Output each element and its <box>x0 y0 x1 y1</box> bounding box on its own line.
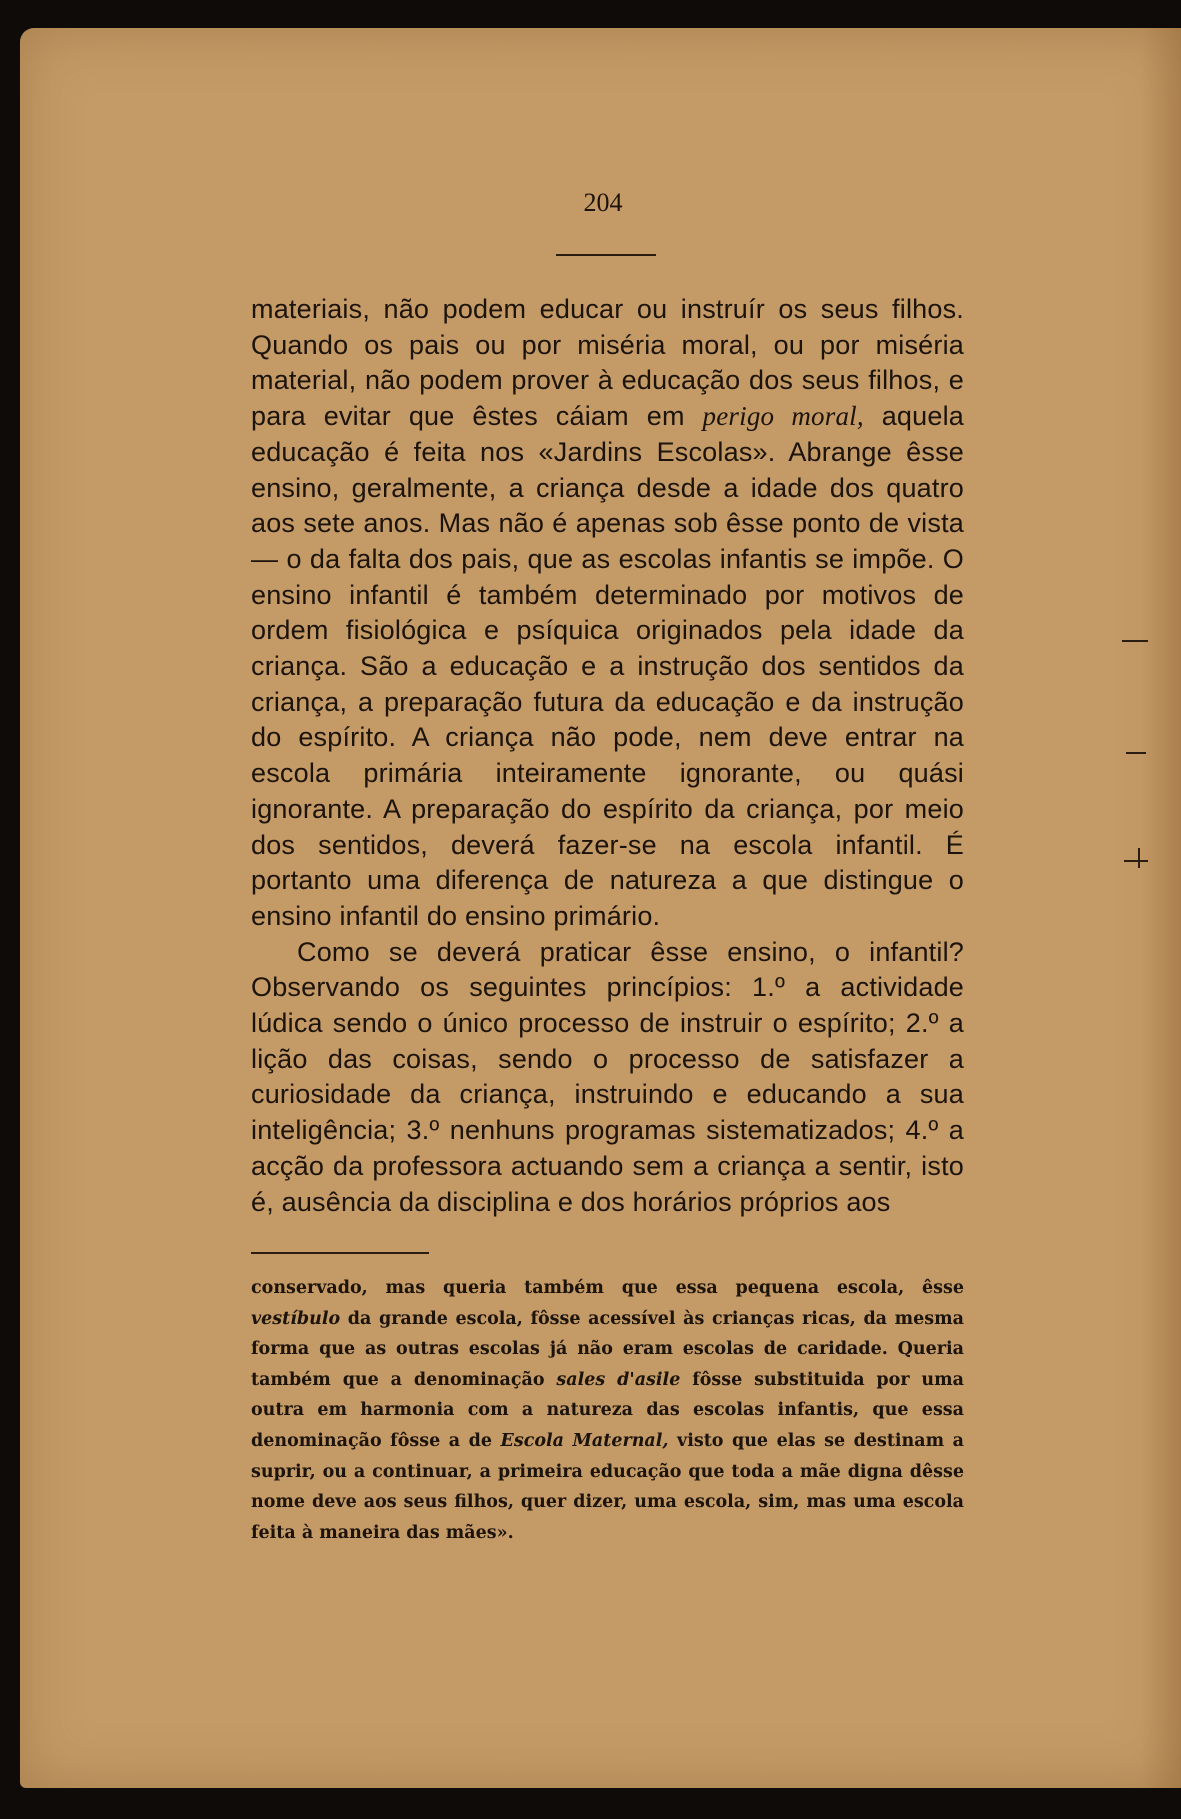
edge-mark-1 <box>1122 640 1148 642</box>
paragraph-1-text-b: aquela educação é feita nos «Jardins Escolas». Abrange êsse ensino, geralmente, a criança desde a idade dos quatro aos sete anos. Mas não é apenas sob êsse ponto de vista — o da falta dos pais, que as escolas infantis se impõe. O ensino infantil é também determinado por motivos de ordem fisiológica e psíquica originados pela idade da criança. São a educação e a instrução dos sentidos da criança, a preparação futura da educação e da instrução do espírito. A criança não pode, nem deve entrar na escola primária inteiramente ignorante, ou quási ignorante. A preparação do espírito da criança, por meio dos sentidos, deverá fazer-se na escola infantil. É portanto uma diferença de natureza a que distingue o ensino infantil do ensino primário. <box>251 401 964 931</box>
paragraph-1-text-a: materiais, não podem educar ou instruír os seus filhos. Quando os pais ou por miséria moral, ou por miséria material, não podem prover à educação dos seus filhos, e para evitar que êstes cáiam em <box>251 294 964 432</box>
footnote-text-b: da grande escola, fôsse acessível às crianças ricas, da mesma forma que as outras escolas já não eram escolas de caridade. Queria também que a denominação <box>251 1308 964 1390</box>
footnote-italic-vestibulo: vestíbulo <box>251 1308 341 1329</box>
footnote-italic-escola: Escola Maternal, <box>500 1430 669 1451</box>
footnote-text-a: conservado, mas queria também que essa pequena escola, êsse <box>251 1278 964 1298</box>
paragraph-1 <box>251 292 964 935</box>
page-number: 204 <box>583 188 623 217</box>
footnote-italic-sales: sales d'asile <box>556 1369 681 1390</box>
footnote-text-d: visto que elas se destinam a suprir, ou a continuar, a primeira educação que toda a mãe digna dêsse nome deve aos seus filhos, quer dizer, uma escola, sim, mas uma escola feita à maneira das mães». <box>251 1430 964 1543</box>
main-text <box>251 292 964 1220</box>
footnote <box>251 1273 964 1548</box>
page-number-underline <box>556 254 656 256</box>
edge-mark-4 <box>1138 848 1140 868</box>
footnote-text-c: fôsse substituida por uma outra em harmonia com a natureza das escolas infantis, que essa denominação fôsse a de <box>251 1369 965 1451</box>
page-edge-shadow <box>1141 28 1181 1788</box>
paragraph-1-italic: perigo moral, <box>702 401 864 432</box>
edge-mark-3 <box>1124 860 1148 862</box>
paragraph-2: Como se deverá praticar êsse ensino, o infantil? Observando os seguintes princípios: 1.º a actividade lúdica sendo o único processo de instruir o espírito; 2.º a lição das coisas, sendo o processo de satisfazer a curiosidade da criança, instruindo e educando a sua inteligência; 3.º nenhuns programas sistematizados; 4.º a acção da professora actuando sem a criança a sentir, isto é, ausência da disciplina e dos horários próprios aos <box>251 936 964 1217</box>
edge-mark-2 <box>1126 752 1146 754</box>
footnote-separator <box>251 1252 429 1254</box>
